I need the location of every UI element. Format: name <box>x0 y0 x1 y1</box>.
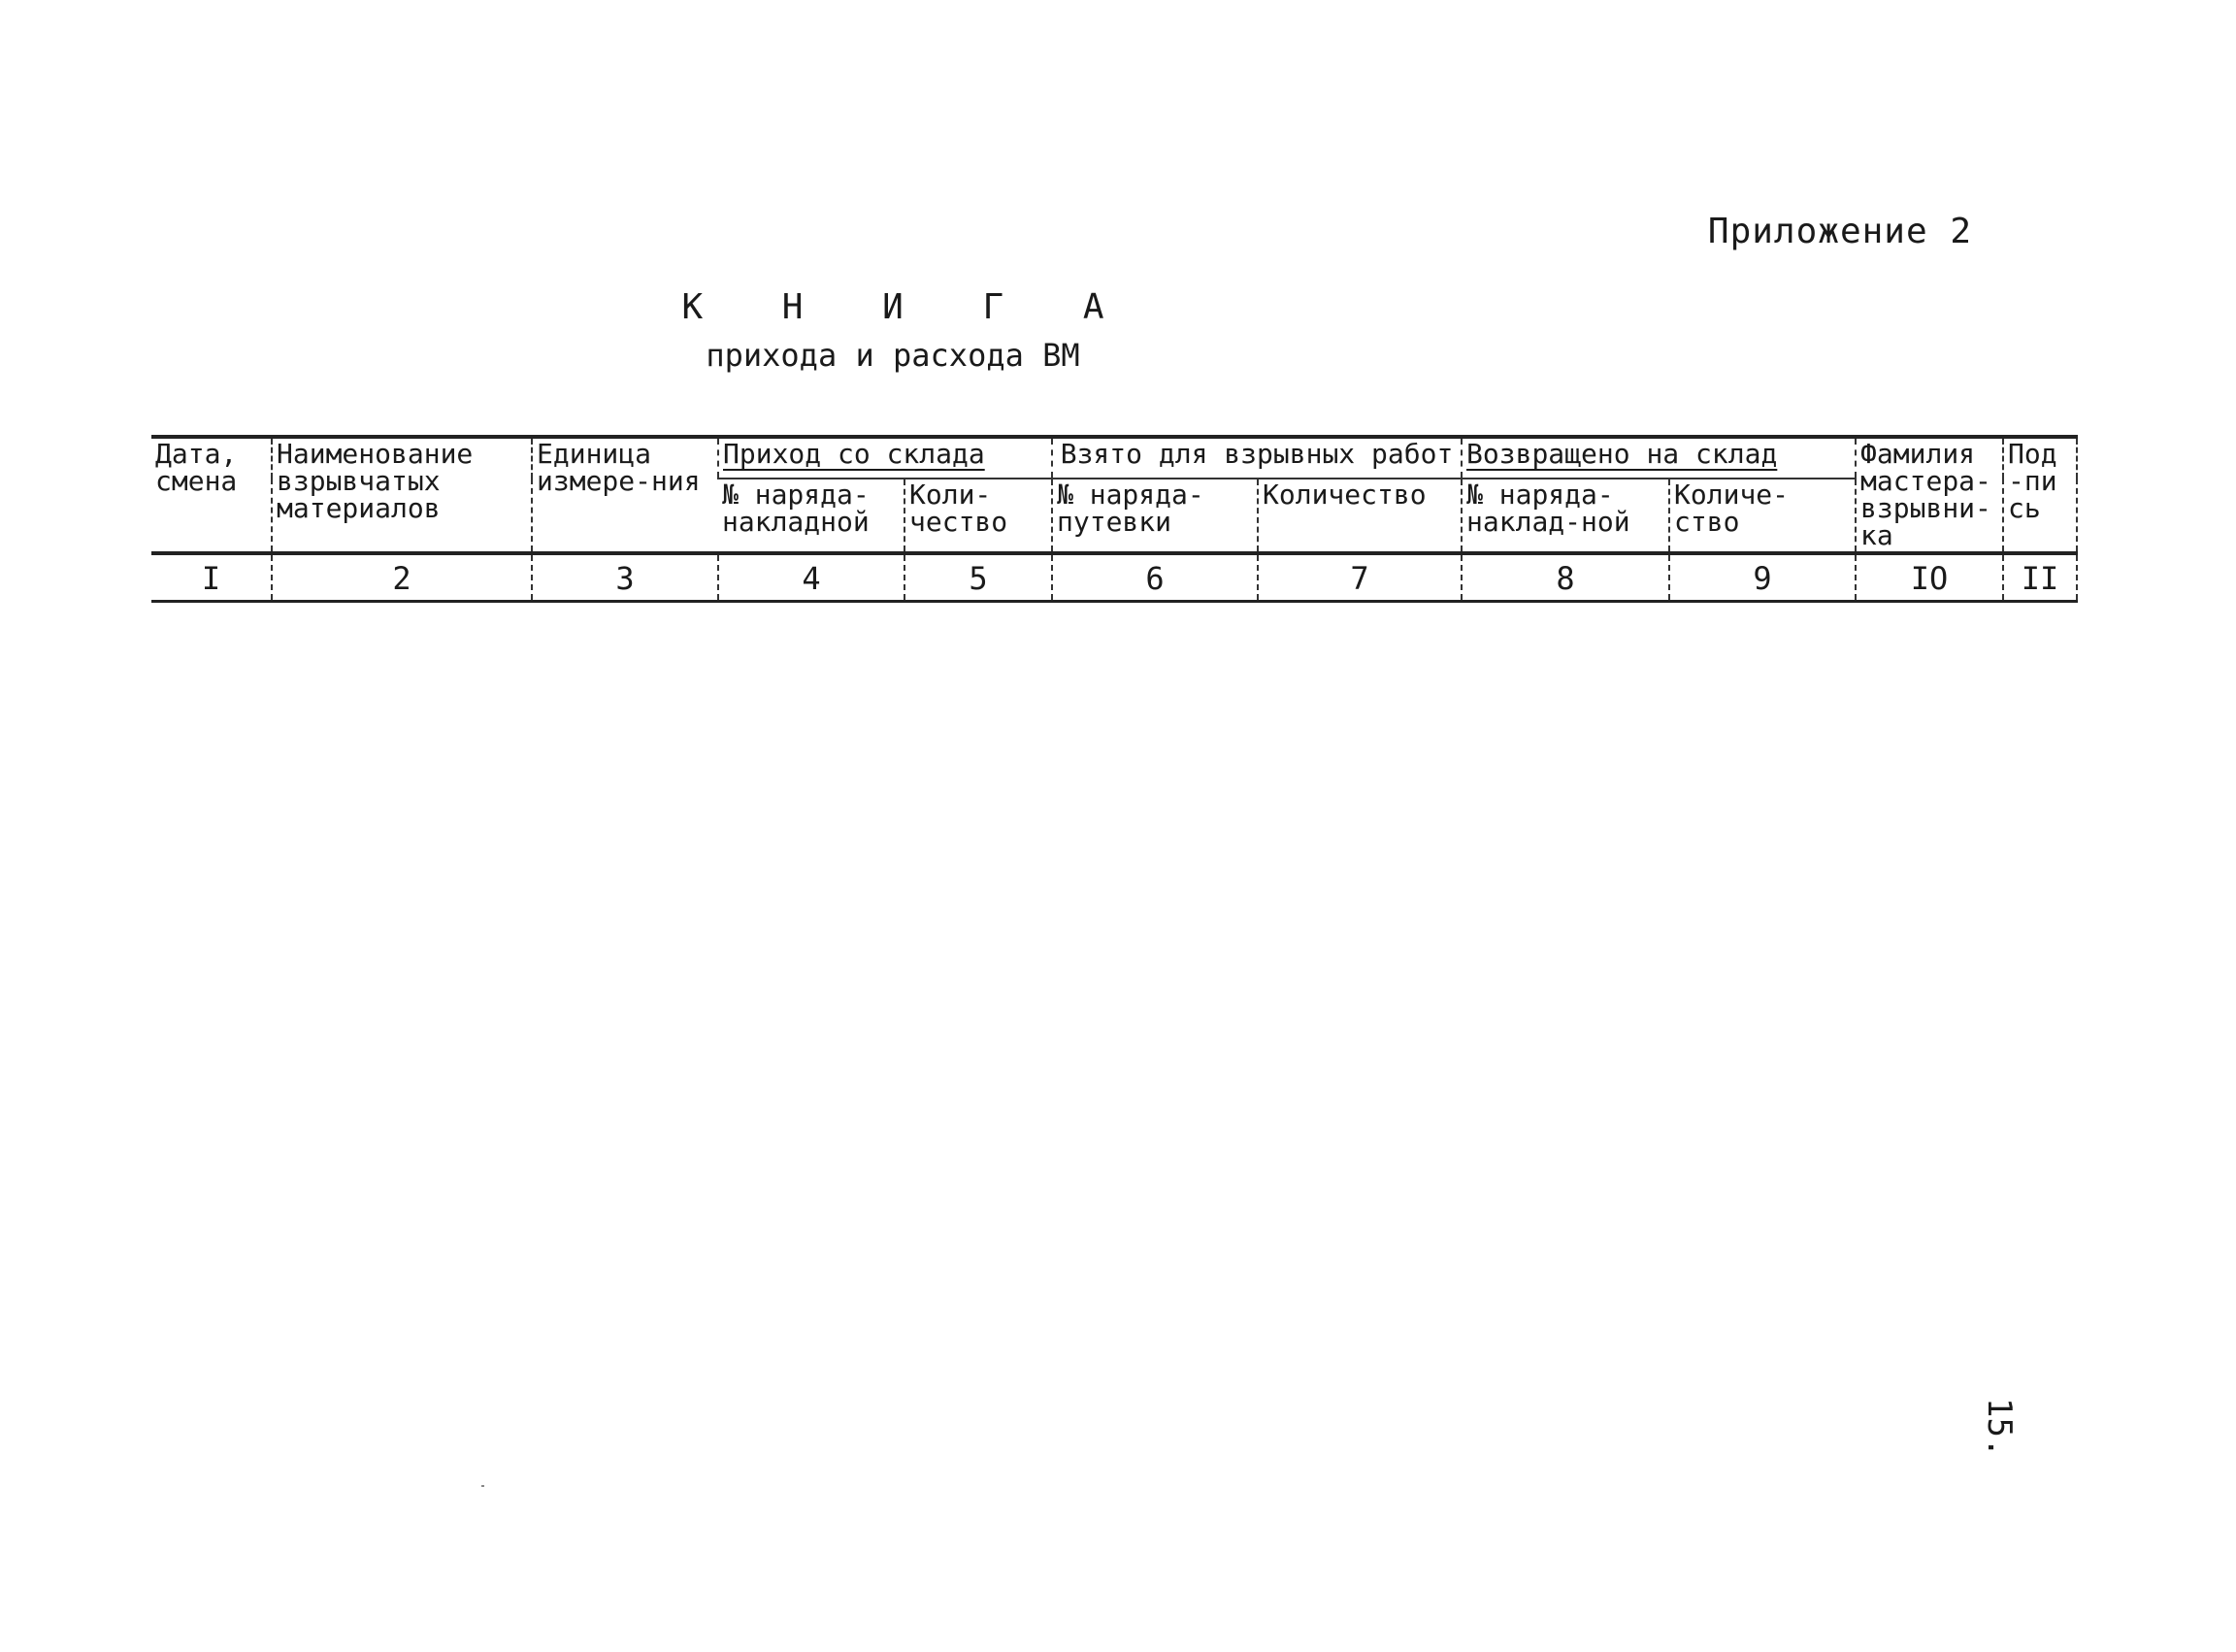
column-numbers-row <box>151 553 2077 602</box>
scan-speck <box>481 1485 484 1487</box>
header-unit: Единица измере-ния <box>532 437 718 553</box>
header-group-returned <box>1462 437 1856 479</box>
appendix-label: Приложение 2 <box>1707 212 1972 251</box>
group-returned-label: Возвращено на склад <box>1466 438 1778 470</box>
header-group-taken: Взято для взрывных работ <box>1052 437 1462 479</box>
column-number: IO <box>1856 553 2003 602</box>
column-number: 4 <box>718 553 904 602</box>
header-voucher-number: № наряда-путевки <box>1052 479 1258 553</box>
header-return-waybill-number: № наряда-наклад-ной <box>1462 479 1669 553</box>
group-receipt-label: Приход со склада <box>723 438 985 470</box>
page-number: 15. <box>1980 1398 2019 1458</box>
title-line-2: прихода и расхода ВМ <box>706 337 1080 374</box>
ledger-table <box>151 435 2078 603</box>
column-number: 3 <box>532 553 718 602</box>
header-material-name: Наименование взрывчатых материалов <box>272 437 532 553</box>
column-number: 7 <box>1258 553 1462 602</box>
title-line-1: К Н И Г А <box>681 287 1134 327</box>
header-receipt-quantity: Коли-чество <box>904 479 1052 553</box>
column-number: 8 <box>1462 553 1669 602</box>
header-group-receipt <box>718 437 1052 479</box>
header-taken-quantity: Количество <box>1258 479 1462 553</box>
book-title <box>621 287 1165 374</box>
header-signature: Под-пись <box>2003 437 2077 553</box>
column-number: 2 <box>272 553 532 602</box>
header-waybill-number: № наряда-накладной <box>718 479 904 553</box>
column-number: 9 <box>1669 553 1856 602</box>
column-number: 6 <box>1052 553 1258 602</box>
column-number: II <box>2003 553 2077 602</box>
header-date-shift: Дата, смена <box>151 437 272 553</box>
column-number: I <box>151 553 272 602</box>
header-return-quantity: Количе-ство <box>1669 479 1856 553</box>
header-master-name: Фамилия мастера-взрывни-ка <box>1856 437 2003 553</box>
column-number: 5 <box>904 553 1052 602</box>
